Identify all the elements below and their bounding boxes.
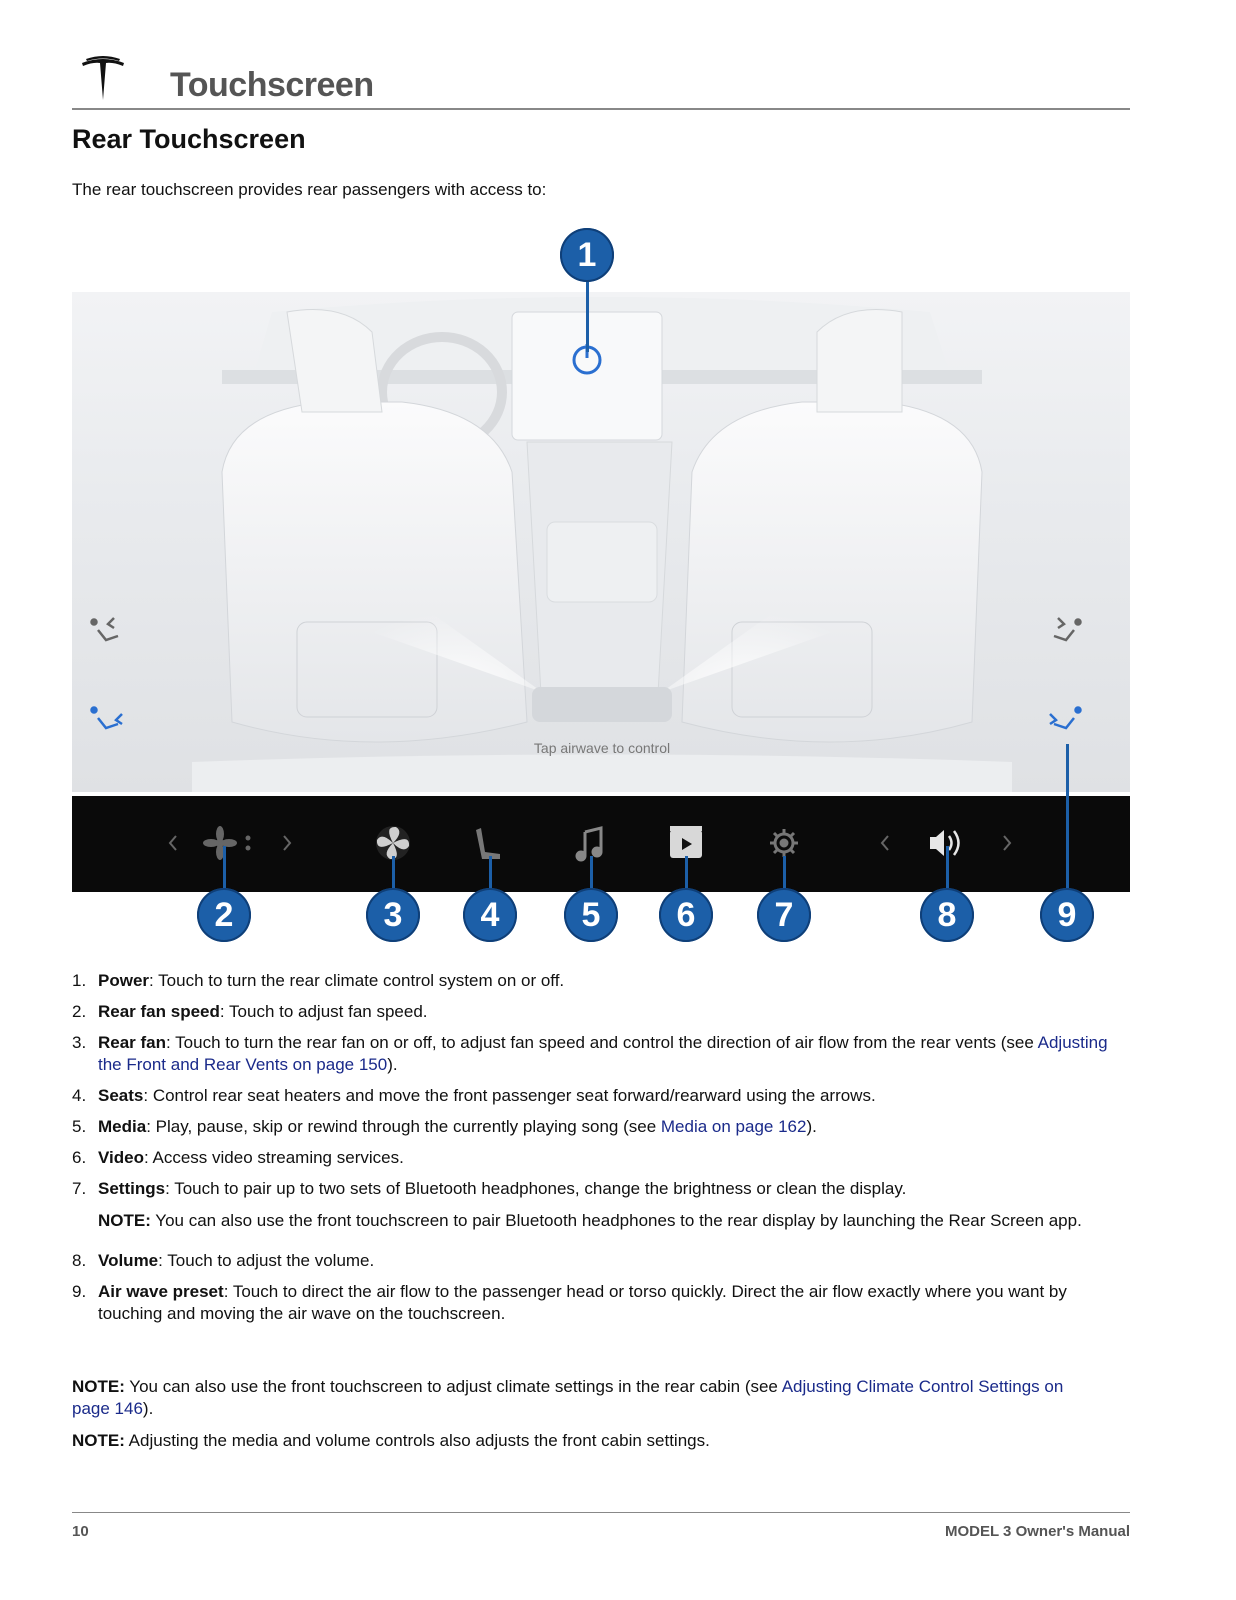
volume-icon[interactable] [930, 830, 959, 856]
callout-line-2 [223, 846, 226, 888]
music-note-icon[interactable] [576, 828, 602, 861]
rear-touchscreen-figure [72, 292, 1130, 892]
list-item: 3. Rear fan: Touch to turn the rear fan on or off, to adjust fan speed and control the direction of air flow from the rear vents (see Adjusting the Front and Rear Vents on page 150). [72, 1033, 1108, 1074]
list-item: 4. Seats: Control rear seat heaters and move the front passenger seat forward/rearward using the arrows. [72, 1086, 876, 1105]
cabin-illustration [72, 292, 1130, 792]
list-item: 5. Media: Play, pause, skip or rewind through the currently playing song (see Media on page 162). [72, 1117, 817, 1136]
fan-speed-right-arrow-icon [284, 836, 290, 850]
chapter-title: Touchscreen [170, 66, 374, 104]
rear-control-bar [72, 796, 1130, 892]
fan-speed-icon[interactable] [203, 826, 251, 860]
settings-gear-icon[interactable] [770, 829, 798, 857]
callout-line-3 [392, 856, 395, 888]
callout-badge-5: 5 [564, 888, 618, 942]
volume-left-arrow-icon [882, 836, 888, 850]
header-divider [72, 108, 1130, 110]
list-item: 7. Settings: Touch to pair up to two sets of Bluetooth headphones, change the brightness or clean the display. [72, 1179, 907, 1198]
cabin-drawing [72, 292, 1130, 792]
list-item: 2. Rear fan speed: Touch to adjust fan speed. [72, 1002, 428, 1021]
callout-badge-4: 4 [463, 888, 517, 942]
fan-speed-left-arrow-icon [170, 836, 176, 850]
control-bar-icons [72, 796, 1130, 892]
callout-badge-3: 3 [366, 888, 420, 942]
rear-fan-icon[interactable] [376, 826, 410, 860]
page-number: 10 [72, 1523, 89, 1540]
callout-line-6 [685, 856, 688, 888]
left-airwave-torso-icon[interactable] [92, 708, 123, 729]
callout-badge-7: 7 [757, 888, 811, 942]
right-airwave-head-icon[interactable] [1054, 618, 1081, 640]
right-airwave-torso-icon[interactable] [1050, 708, 1081, 729]
footer-divider [72, 1512, 1130, 1513]
seat-icon[interactable] [476, 828, 500, 859]
list-item: 6. Video: Access video streaming services. [72, 1148, 404, 1167]
list-item: 1. Power: Touch to turn the rear climate control system on or off. [72, 971, 565, 990]
tap-airwave-label[interactable]: Tap airwave to control [533, 740, 671, 756]
tesla-logo-icon [80, 56, 126, 102]
callout-badge-6: 6 [659, 888, 713, 942]
feature-list [72, 970, 1122, 1334]
link-vents[interactable]: Adjusting the Front and Rear Vents on page 150 [98, 1033, 1108, 1074]
settings-note: NOTE: You can also use the front touchscreen to pair Bluetooth headphones to the rear display by launching the Rear Screen app. [98, 1211, 1082, 1230]
list-item: 9. Air wave preset: Touch to direct the air flow to the passenger head or torso quickly. Direct the air flow exactly where you want by touching and moving the air wave on the touchscreen. [72, 1282, 1067, 1323]
callout-line-8 [946, 846, 949, 888]
callout-badge-9: 9 [1040, 888, 1094, 942]
manual-title: MODEL 3 Owner's Manual [945, 1523, 1130, 1540]
left-airwave-head-icon[interactable] [92, 618, 119, 640]
link-climate-settings[interactable]: Adjusting Climate Control Settings on page 146 [72, 1377, 1064, 1418]
callout-line-4 [489, 856, 492, 888]
note-climate: NOTE: You can also use the front touchscreen to adjust climate settings in the rear cabin (see Adjusting Climate Control Settings on page 146). [72, 1377, 1064, 1418]
video-icon[interactable] [670, 826, 702, 858]
volume-right-arrow-icon [1004, 836, 1010, 850]
note-media-volume: NOTE: Adjusting the media and volume controls also adjusts the front cabin settings. [72, 1431, 710, 1450]
link-media[interactable]: Media on page 162 [660, 1117, 807, 1136]
callout-line-5 [590, 856, 593, 888]
callout-badge-8: 8 [920, 888, 974, 942]
section-title: Rear Touchscreen [72, 124, 306, 154]
intro-text: The rear touchscreen provides rear passengers with access to: [72, 180, 547, 199]
callout-badge-2: 2 [197, 888, 251, 942]
callout-line-1 [586, 280, 589, 352]
callout-line-7 [783, 856, 786, 888]
list-item: 8. Volume: Touch to adjust the volume. [72, 1251, 375, 1270]
callout-line-9 [1066, 744, 1069, 888]
callout-badge-1: 1 [560, 228, 614, 282]
